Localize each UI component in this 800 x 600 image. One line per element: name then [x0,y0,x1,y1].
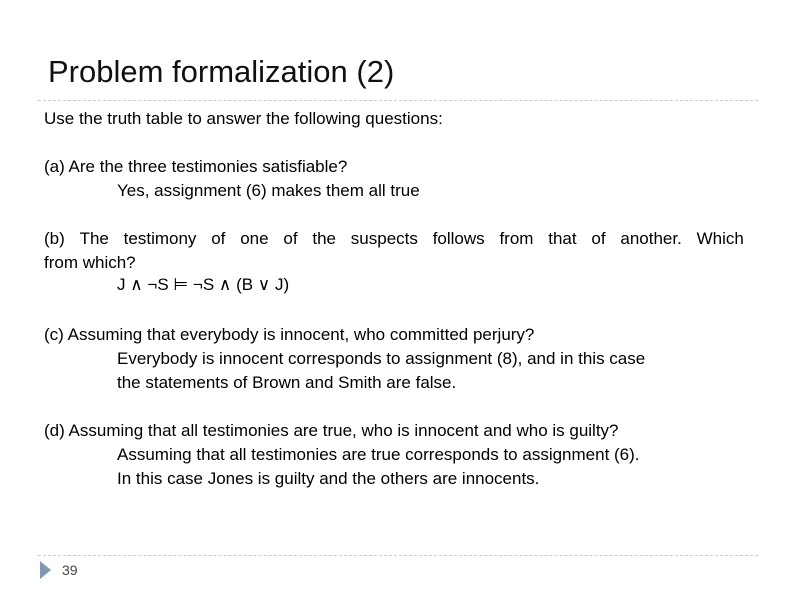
intro-text: Use the truth table to answer the following questions: [44,109,443,128]
question-b-line2: from which? [44,253,136,272]
question-b-word: from [499,229,534,248]
bullet-arrow-icon [40,561,51,579]
answer-c-line1: Everybody is innocent corresponds to assignment (8), and in this case [117,349,646,368]
answer-d-line1: Assuming that all testimonies are true corresponds to assignment (6). [117,445,640,464]
question-b-word: of [591,229,606,248]
question-a: (a) Are the three testimonies satisfiable? [44,157,348,176]
question-b-word: that [548,229,577,248]
question-b-word: The [79,229,109,248]
answer-d-line2: In this case Jones is guilty and the others are innocents. [117,469,540,488]
question-b-line1 [44,229,744,249]
question-b-word: of [211,229,226,248]
question-b-word: another. [620,229,682,248]
answer-a: Yes, assignment (6) makes them all true [117,181,420,200]
question-b-word: follows [432,229,485,248]
answer-c-line2: the statements of Brown and Smith are false. [117,373,457,392]
question-d: (d) Assuming that all testimonies are true, who is innocent and who is guilty? [44,421,619,440]
question-b-word: the [312,229,336,248]
slide-title: Problem formalization (2) [48,54,395,89]
question-c: (c) Assuming that everybody is innocent, who committed perjury? [44,325,535,344]
question-b-word: suspects [350,229,418,248]
answer-b-formula: J ∧ ¬S ⊨ ¬S ∧ (B ∨ J) [117,275,290,294]
question-b-word: of [283,229,298,248]
question-b-word: testimony [123,229,197,248]
question-b-word: (b) [44,229,65,248]
question-b-word: one [240,229,269,248]
footer-divider [38,555,758,556]
title-divider [38,100,758,101]
question-b-word: Which [696,229,744,248]
page-number: 39 [62,562,78,578]
